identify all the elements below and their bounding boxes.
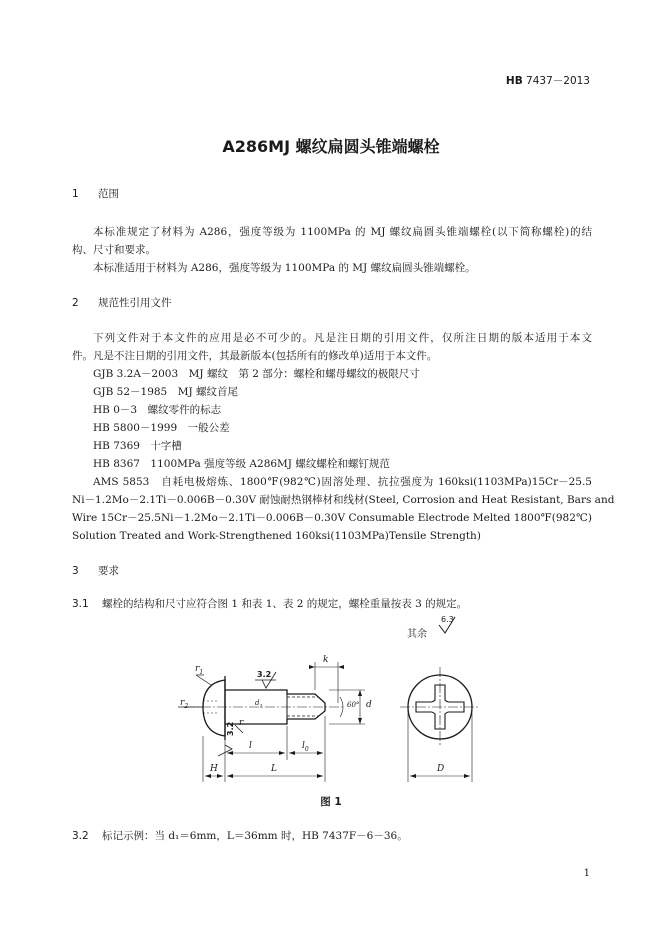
ref-ams-line4: Solution Treated and Work-Strengthened 160ksi(1103MPa)Tensile Strength) <box>72 530 481 542</box>
label-k: k <box>323 655 329 665</box>
section-3-number: 3 <box>72 565 79 577</box>
label-l: l <box>249 741 252 751</box>
section-2-number: 2 <box>72 297 79 309</box>
refs-intro-line2: 件。凡是不注日期的引用文件，其最新版本(包括所有的修改单)适用于本文件。 <box>72 350 438 362</box>
ref-item: HB 5800－1999 一般公差 <box>93 422 230 434</box>
ref-ams-line2: Ni－1.2Mo－2.1Ti－0.006B－0.30V 耐蚀耐热钢棒材和线材(Steel, Corrosion and Heat Resistant, Bars and <box>72 494 615 506</box>
clause-3-2 <box>72 827 408 845</box>
standard-prefix: HB <box>505 75 523 87</box>
label-roughness-shank: 3.2 <box>257 670 272 679</box>
document-title: A286MJ 螺纹扁圆头锥端螺栓 <box>222 137 440 156</box>
bolt-head <box>203 680 225 736</box>
label-D: D <box>437 764 445 774</box>
ref-item: GJB 52－1985 MJ 螺纹首尾 <box>93 386 239 398</box>
label-L: L <box>271 764 277 774</box>
standard-code: 7437－2013 <box>526 75 590 87</box>
label-H: H <box>210 764 218 774</box>
label-r2: $r_2$ <box>180 698 189 710</box>
label-r: r <box>239 718 244 728</box>
section-1-number: 1 <box>72 188 79 200</box>
section-2-title: 规范性引用文件 <box>98 297 172 309</box>
ref-ams-line3: Wire 15Cr－25.5Ni－1.2Mo－2.1Ti－0.006B－0.30V Consumable Electrode Melted 1800℉(982℃) <box>72 512 592 524</box>
figure-caption: 图 1 <box>320 796 342 808</box>
clause-3-2-number: 3.2 <box>72 830 89 842</box>
ref-item: GJB 3.2A－2003 MJ 螺纹 第 2 部分：螺栓和螺母螺纹的极限尺寸 <box>93 368 420 380</box>
scope-para1-line2: 构、尺寸和要求。 <box>72 244 156 256</box>
label-l0: $l_0$ <box>302 741 309 753</box>
label-r1: $r_1$ <box>195 664 204 676</box>
clause-3-1-text: 螺栓的结构和尺寸应符合图 1 和表 1、表 2 的规定，螺栓重量按表 3 的规定。 <box>102 598 468 610</box>
label-d1: $d_1$ <box>255 699 263 710</box>
label-roughness-head: 3.2 <box>226 721 235 736</box>
ref-item: HB 7369 十字槽 <box>93 440 182 452</box>
ref-item: HB 8367 1100MPa 强度等级 A286MJ 螺纹螺栓和螺钉规范 <box>93 458 390 470</box>
roughness-value: 6.3 <box>441 615 454 624</box>
clause-3-2-text: 标记示例：当 d₁＝6mm，L＝36mm 时，HB 7437F－6－36。 <box>102 830 408 842</box>
ref-ams-line1: AMS 5853 自耗电极熔炼、1800℉(982℃)固溶处理、抗拉强度为 160ksi(1103MPa)15Cr－25.5 <box>93 476 592 488</box>
clause-3-1-number: 3.1 <box>72 598 89 610</box>
label-angle: 60° <box>347 701 360 709</box>
ref-item: HB 0－3 螺纹零件的标志 <box>93 404 222 416</box>
roughness-label: 其余 <box>407 629 427 640</box>
section-3-title: 要求 <box>98 565 119 577</box>
refs-intro-line1: 下列文件对于本文件的应用是必不可少的。凡是注日期的引用文件，仅所注日期的版本适用于本文 <box>93 332 592 344</box>
label-d: d <box>366 700 372 710</box>
page-number: 1 <box>583 868 590 879</box>
section-1-title: 范围 <box>98 188 119 200</box>
scope-para1-line1: 本标准规定了材料为 A286，强度等级为 1100MPa 的 MJ 螺纹扁圆头锥端螺栓(以下简称螺栓)的结 <box>93 226 592 238</box>
scope-para2: 本标准适用于材料为 A286，强度等级为 1100MPa 的 MJ 螺纹扁圆头锥端螺栓。 <box>93 262 476 274</box>
